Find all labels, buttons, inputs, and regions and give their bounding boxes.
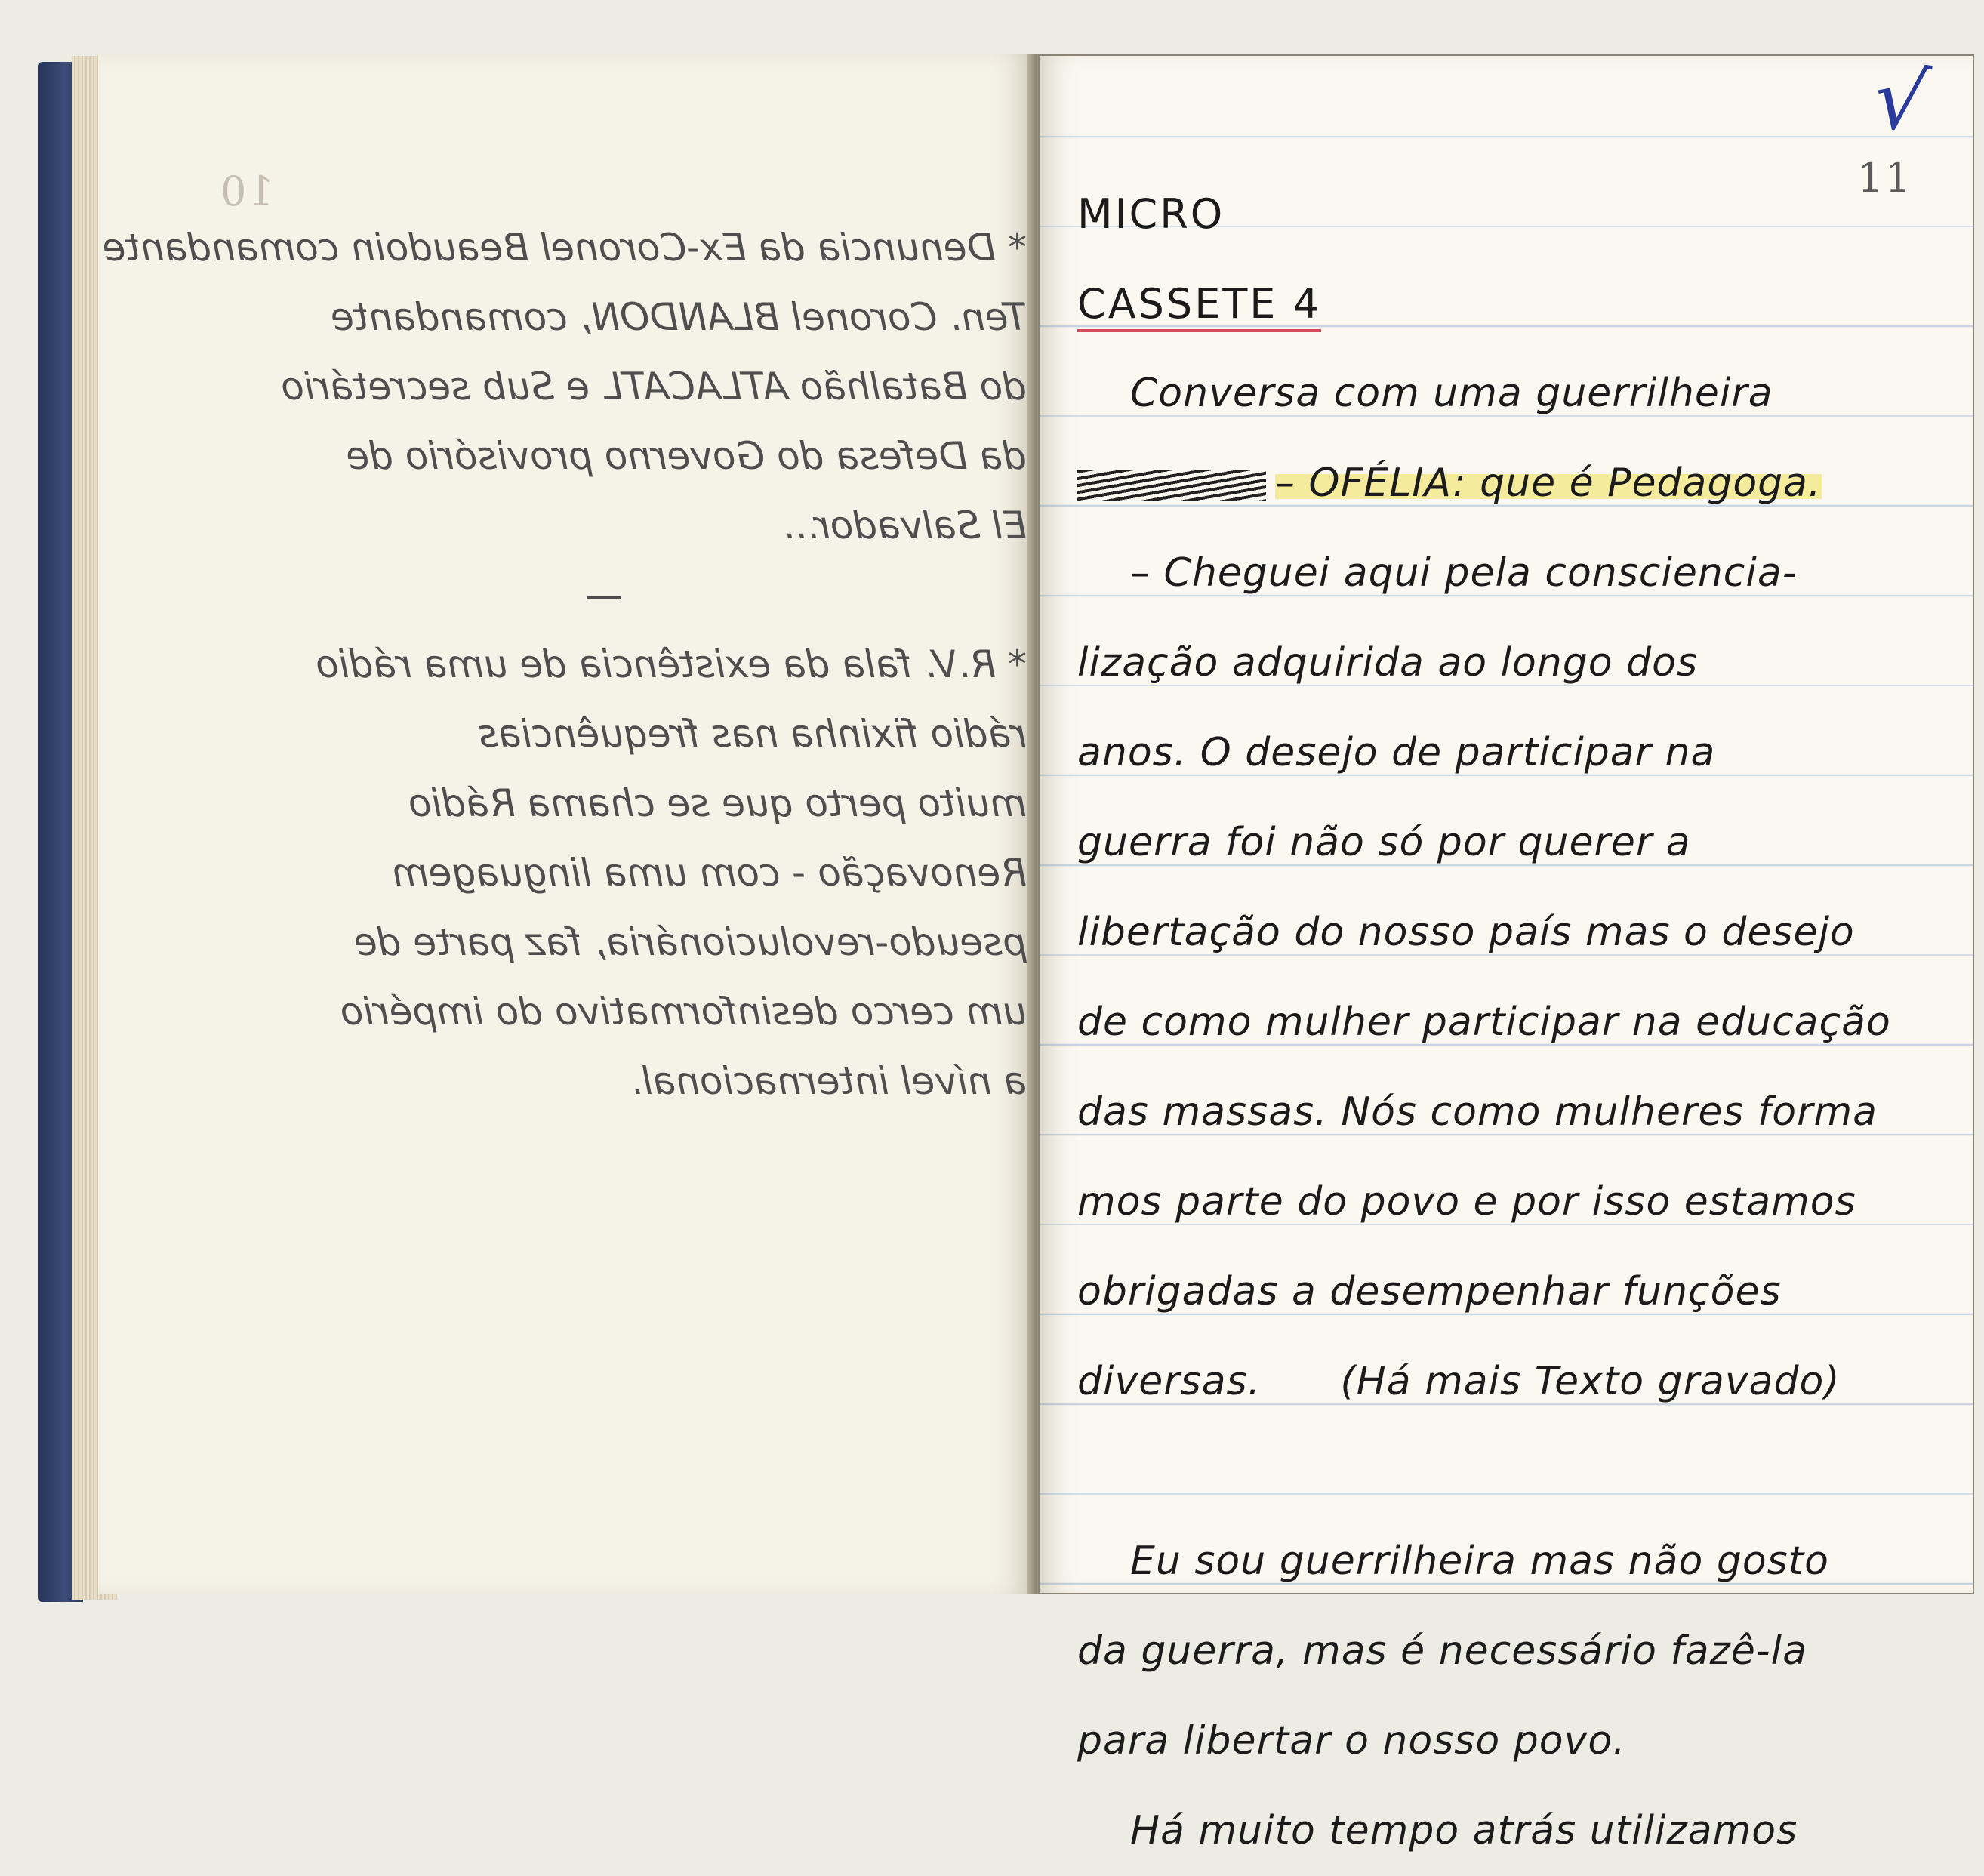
text-line: libertação do nosso país mas o desejo — [1077, 910, 1855, 955]
strikethrough-mark — [1077, 470, 1266, 501]
bleed-line: — — [585, 573, 623, 617]
bleed-line: rádio fixinha nas frequências — [478, 712, 1027, 756]
bleed-line: muito perto que se chama Rádio — [408, 781, 1027, 825]
text-line-ofelia — [1077, 439, 1953, 528]
bleed-line: um cerco desinformativo do império — [340, 990, 1027, 1033]
text-line: mos parte do povo e por isso estamos — [1077, 1179, 1856, 1224]
text-line: – OFÉLIA: que é Pedagoga. — [1275, 461, 1822, 506]
check-mark-icon: √ — [1868, 48, 1934, 152]
text-line: obrigadas a desempenhar funções — [1077, 1269, 1782, 1314]
text-line: Conversa com uma guerrilheira — [1130, 371, 1773, 416]
text-line: para libertar o nosso povo. — [1077, 1718, 1626, 1764]
bleed-line: do Batalhão ATLACATL e Sub secretário — [281, 365, 1027, 408]
bleed-line: Renovação - com uma linguagem — [392, 851, 1027, 895]
text-line: anos. O desejo de participar na — [1077, 730, 1716, 775]
right-page — [1038, 48, 1974, 1853]
left-page — [98, 54, 1031, 1594]
bleed-line: a nível internacional. — [630, 1059, 1027, 1103]
left-page-number: 10 — [219, 168, 274, 215]
bleed-line: * R.V. fala da existência de uma rádio — [316, 642, 1027, 686]
text-line: Eu sou guerrilheira mas não gosto — [1130, 1539, 1829, 1584]
handwritten-notes — [1077, 169, 1953, 1876]
text-line: da guerra, mas é necessário fazê-la — [1077, 1628, 1807, 1674]
text-line: das massas. Nós como mulheres forma — [1077, 1089, 1878, 1135]
bleed-line: Ten. Coronel BLANDON, comandante — [331, 295, 1027, 339]
right-page-number: 11 — [1857, 154, 1912, 202]
bleed-line: da Defesa do Governo provisório de — [346, 434, 1027, 478]
text-line: guerra foi não só por querer a — [1077, 820, 1691, 865]
text-line: – Cheguei aqui pela consciencia- — [1130, 550, 1798, 596]
bleed-line: pseudo-revolucionária, faz parte de — [354, 920, 1027, 964]
heading-micro: MICRO — [1077, 190, 1225, 238]
text-line: lização adquirida ao longo dos — [1077, 640, 1699, 685]
open-notebook — [38, 47, 1940, 1853]
text-line: de como mulher participar na educação — [1077, 1000, 1891, 1045]
heading-cassete-row — [1077, 259, 1953, 349]
text-line: Há muito tempo atrás utilizamos — [1130, 1808, 1798, 1853]
blank-line — [1077, 1427, 1953, 1517]
bleed-line: * Denuncia da Ex-Coronel Beaudoin comandante — [102, 226, 1027, 270]
bleed-line: El Salvador... — [782, 504, 1027, 547]
heading-cassete: CASSETE 4 — [1077, 280, 1321, 332]
text-line: diversas. (Há mais Texto gravado) — [1077, 1359, 1841, 1404]
bleed-through-text — [102, 213, 1027, 1116]
